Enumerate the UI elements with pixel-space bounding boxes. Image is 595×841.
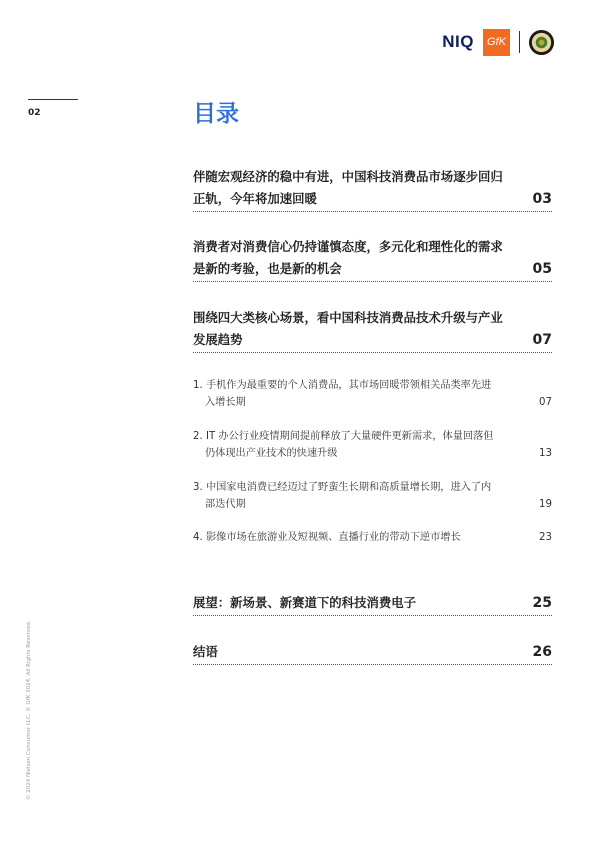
toc-entry-line2: 是新的考验，也是新的机会 bbox=[193, 261, 342, 276]
toc-entry-line2: 正轨，今年将加速回暖 bbox=[193, 191, 317, 206]
toc-subentry-line2: 入增长期 bbox=[205, 397, 246, 408]
emblem-icon bbox=[528, 29, 555, 56]
toc-subentry-page: 23 bbox=[539, 532, 552, 543]
toc-entry-line1: 围绕四大类核心场景，看中国科技消费品技术升级与产业 bbox=[193, 310, 503, 325]
toc-subentry-page: 19 bbox=[539, 499, 552, 510]
toc-subentry-line1: 2. IT 办公行业疫情期间提前释放了大量硬件更新需求，体量回落但 bbox=[193, 431, 494, 442]
toc-entry-page: 25 bbox=[532, 595, 552, 611]
toc-entry-line1: 消费者对消费信心仍持谨慎态度，多元化和理性化的需求 bbox=[193, 239, 503, 254]
toc-subentry[interactable] bbox=[193, 479, 552, 513]
toc-subentry-line2: 仍体现出产业技术的快速升级 bbox=[205, 448, 338, 459]
toc-entry[interactable] bbox=[193, 236, 552, 282]
toc-subentry[interactable] bbox=[193, 377, 552, 411]
toc-entry[interactable] bbox=[193, 307, 552, 353]
toc-entry[interactable] bbox=[193, 166, 552, 212]
toc-subentry-line1: 4. 影像市场在旅游业及短视频、直播行业的带动下逆市增长 bbox=[193, 532, 461, 543]
logo-divider bbox=[519, 31, 520, 53]
brand-logos bbox=[442, 28, 555, 56]
toc-entry-label: 展望：新场景、新赛道下的科技消费电子 bbox=[193, 595, 417, 610]
page-title: 目录 bbox=[193, 101, 239, 127]
toc-subentry-line2: 部迭代期 bbox=[205, 499, 246, 510]
toc-entry[interactable] bbox=[193, 641, 552, 665]
toc-entry-label: 结语 bbox=[193, 644, 218, 659]
header-rule bbox=[28, 99, 78, 100]
toc-subentry-page: 13 bbox=[539, 448, 552, 459]
gfk-logo: GfK bbox=[483, 29, 510, 56]
toc-subentry[interactable] bbox=[193, 529, 552, 546]
toc-entry-page: 05 bbox=[532, 261, 552, 277]
toc-entry[interactable] bbox=[193, 592, 552, 616]
toc-entry-line1: 伴随宏观经济的稳中有进，中国科技消费品市场逐步回归 bbox=[193, 169, 503, 184]
toc-subentry-page: 07 bbox=[539, 397, 552, 408]
toc-entry-line2: 发展趋势 bbox=[193, 332, 243, 347]
page-number: 02 bbox=[28, 108, 41, 118]
toc-entry-page: 07 bbox=[532, 332, 552, 348]
toc-subentry-line1: 3. 中国家电消费已经迈过了野蛮生长期和高质量增长期，进入了内 bbox=[193, 482, 492, 493]
toc-subentry-line1: 1. 手机作为最重要的个人消费品，其市场回暖带领相关品类率先进 bbox=[193, 380, 492, 391]
toc-entry-page: 03 bbox=[532, 191, 552, 207]
toc-entry-page: 26 bbox=[532, 644, 552, 660]
niq-logo: NIQ bbox=[442, 32, 474, 51]
copyright-notice: © 2024 Nielsen Consumer LLC. © GfK 2024. All Rights Reserved. bbox=[26, 620, 32, 800]
toc-subentry[interactable] bbox=[193, 428, 552, 462]
